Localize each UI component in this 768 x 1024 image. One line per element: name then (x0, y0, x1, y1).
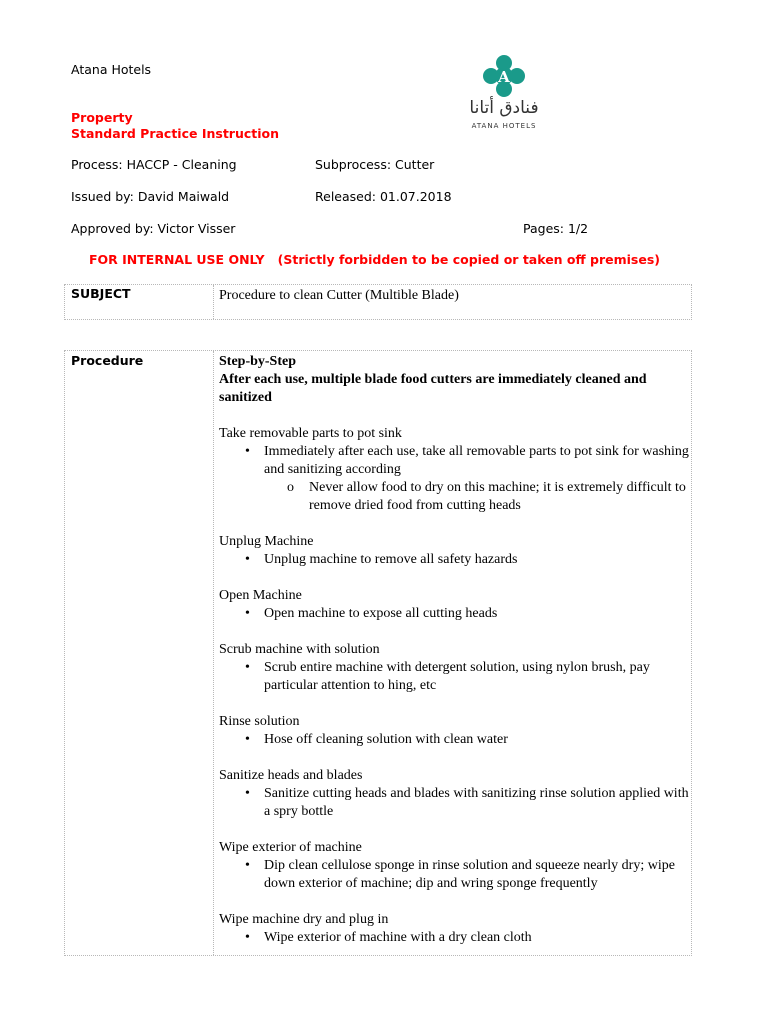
step-bullet (219, 857, 689, 893)
bullet-icon: • (245, 786, 250, 801)
subprocess-field: Subprocess: Cutter (315, 157, 435, 172)
bullet-text: Sanitize cutting heads and blades with sanitizing rinse solution applied with a spry bottle (264, 786, 689, 819)
procedure-step (219, 641, 689, 695)
bullet-text: Unplug machine to remove all safety hazards (264, 552, 518, 567)
bullet-text: Open machine to expose all cutting heads (264, 606, 498, 621)
procedure-step (219, 839, 689, 893)
step-title: Wipe machine dry and plug in (219, 912, 389, 927)
step-bullet (219, 731, 689, 749)
step-bullet (219, 785, 689, 821)
procedure-label: Procedure (71, 353, 144, 368)
step-bullet (219, 929, 689, 947)
sub-bullet-text: Never allow food to dry on this machine; it is extremely difficult to remove dried food from cutting heads (309, 480, 686, 513)
bullet-text: Immediately after each use, take all removable parts to pot sink for washing and sanitizing according (264, 444, 689, 477)
bullet-text: Dip clean cellulose sponge in rinse solution and squeeze nearly dry; wipe down exterior of machine; dip and wring sponge frequently (264, 858, 675, 891)
subject-table (64, 284, 692, 320)
pages-field: Pages: 1/2 (523, 221, 589, 236)
bullet-icon: • (245, 732, 250, 747)
step-title: Take removable parts to pot sink (219, 426, 402, 441)
issued-by-field: Issued by: David Maiwald (71, 189, 230, 204)
procedure-steps (219, 425, 689, 947)
step-sub-bullet (219, 479, 689, 515)
bullet-icon: • (245, 444, 250, 459)
procedure-step (219, 587, 689, 623)
procedure-step (219, 425, 689, 515)
procedure-intro: After each use, multiple blade food cutters are immediately cleaned and sanitized (219, 372, 647, 405)
step-title: Rinse solution (219, 714, 300, 729)
logo-latin-text: ATANA HOTELS (471, 122, 537, 130)
step-title: Unplug Machine (219, 534, 314, 549)
procedure-content (219, 353, 689, 947)
atana-hotels-logo (438, 52, 570, 144)
step-title: Sanitize heads and blades (219, 768, 363, 783)
step-bullet (219, 443, 689, 479)
logo-arabic-text: فنادق أتانا (469, 98, 539, 118)
subject-value: Procedure to clean Cutter (Multible Blade) (219, 288, 459, 303)
internal-use-notice: FOR INTERNAL USE ONLY (Strictly forbidden to be copied or taken off premises) (89, 252, 660, 267)
property-label: Property (71, 110, 133, 125)
step-title: Scrub machine with solution (219, 642, 380, 657)
bullet-icon: • (245, 858, 250, 873)
bullet-icon: • (245, 552, 250, 567)
procedure-table (64, 350, 692, 956)
procedure-step (219, 911, 689, 947)
subject-label: SUBJECT (71, 286, 131, 301)
step-bullet (219, 605, 689, 623)
subject-divider (213, 285, 214, 319)
released-field: Released: 01.07.2018 (315, 189, 452, 204)
svg-text:A: A (498, 68, 510, 86)
procedure-step (219, 713, 689, 749)
procedure-divider (213, 351, 214, 955)
step-bullet (219, 551, 689, 569)
step-title: Open Machine (219, 588, 302, 603)
bullet-icon: • (245, 660, 250, 675)
procedure-step (219, 767, 689, 821)
procedure-heading: Step-by-Step (219, 354, 297, 369)
document-type: Standard Practice Instruction (71, 126, 280, 141)
bullet-text: Scrub entire machine with detergent solution, using nylon brush, pay particular attention to hing, etc (264, 660, 650, 693)
approved-by-field: Approved by: Victor Visser (71, 221, 236, 236)
bullet-text: Hose off cleaning solution with clean water (264, 732, 508, 747)
logo-flower-icon (482, 54, 526, 98)
sub-bullet-icon: o (287, 480, 294, 495)
step-bullet (219, 659, 689, 695)
bullet-icon: • (245, 606, 250, 621)
step-title: Wipe exterior of machine (219, 840, 362, 855)
bullet-text: Wipe exterior of machine with a dry clean cloth (264, 930, 532, 945)
procedure-step (219, 533, 689, 569)
process-field: Process: HACCP - Cleaning (71, 157, 237, 172)
bullet-icon: • (245, 930, 250, 945)
company-name: Atana Hotels (71, 62, 152, 77)
